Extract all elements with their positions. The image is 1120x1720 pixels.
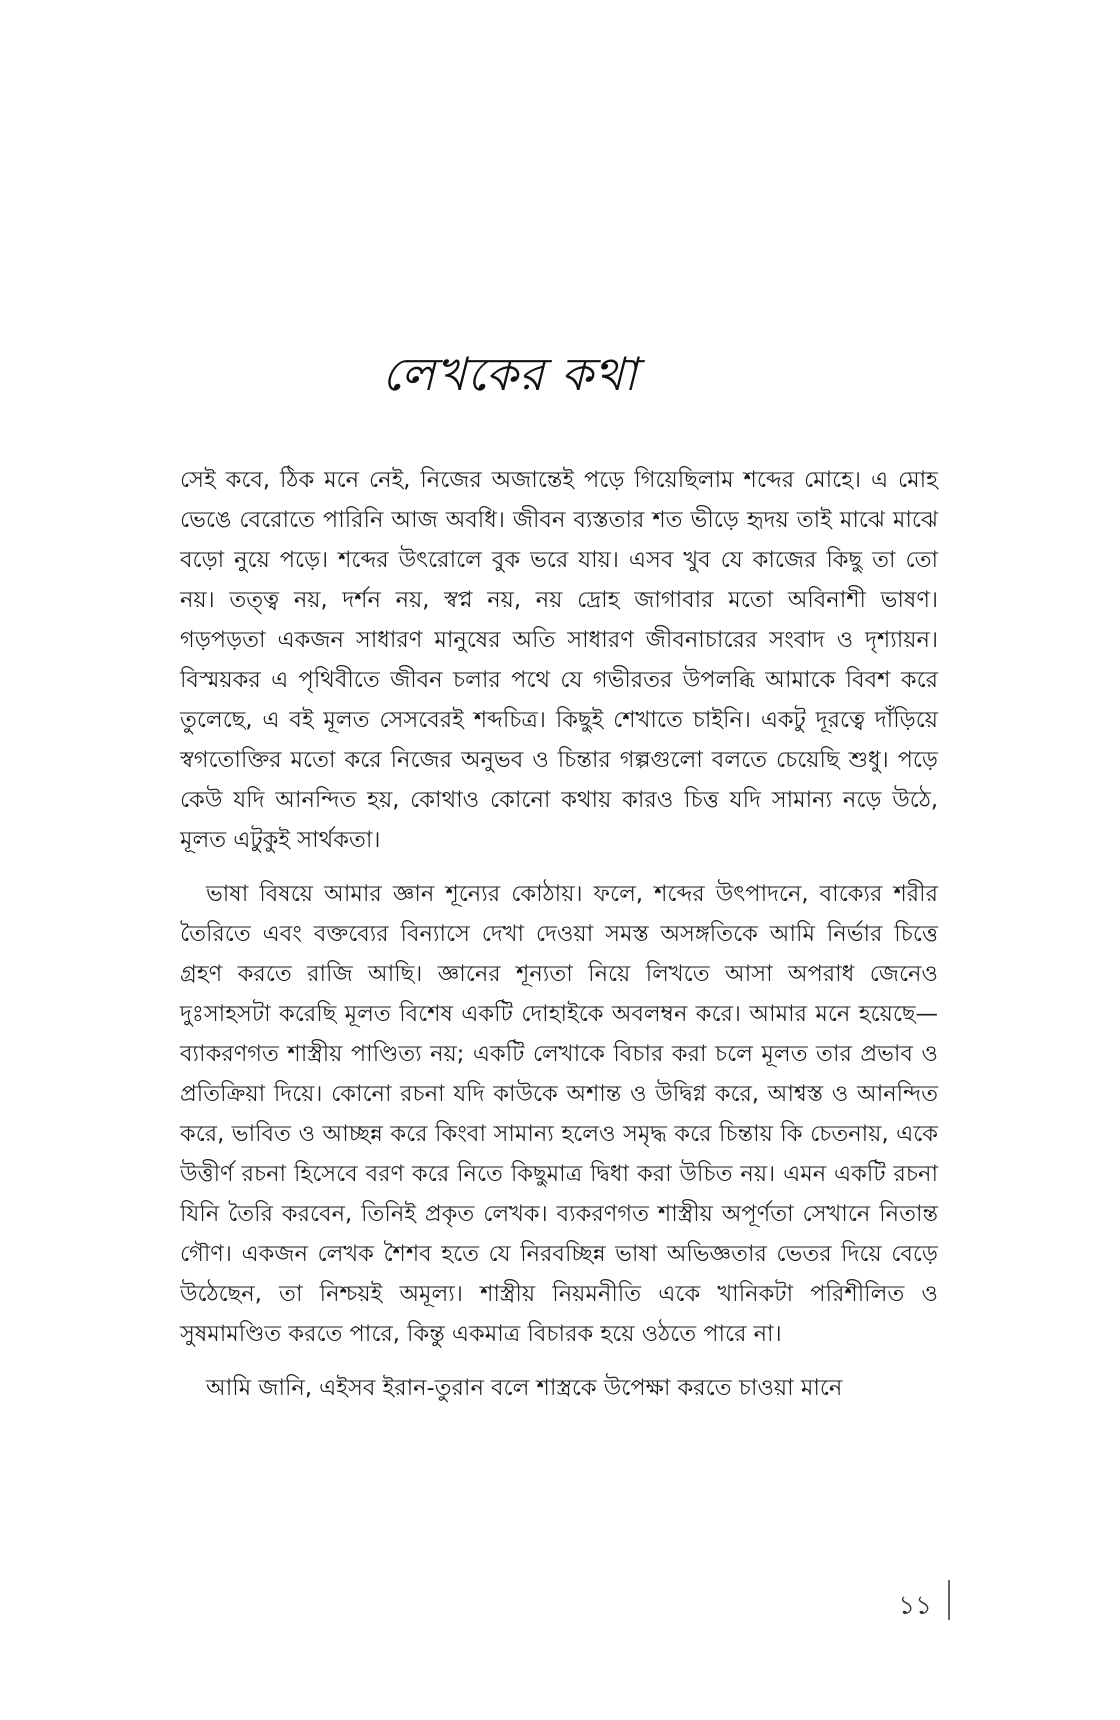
paragraph-1: সেই কবে, ঠিক মনে নেই, নিজের অজান্তেই পড়ে গিয়েছিলাম শব্দের মোহে। এ মোহ ভেঙে বেরোতে পারিনি আজ অবধি। জীবন ব্যস্ততার শত ভীড়ে হৃদয় তাই মাঝে মাঝে বড়ো নুয়ে পড়ে। শব্দের উৎরোলে বুক ভরে যায়। এসব খুব যে কাজের কিছু তা তো নয়। তত্ত্ব নয়, দর্শন নয়, স্বপ্ন নয়, নয় দ্রোহ জাগাবার মতো অবিনাশী ভাষণ। গড়পড়তা একজন সাধারণ মানুষের অতি সাধারণ জীবনাচারের সংবাদ ও দৃশ্যায়ন। বিস্ময়কর এ পৃথিবীতে জীবন চলার পথে যে গভীরতর উপলব্ধি আমাকে বিবশ করে তুলেছে, এ বই মূলত সেসবেরই শব্দচিত্র। কিছুই শেখাতে চাইনি। একটু দূরত্বে দাঁড়িয়ে স্বগতোক্তির মতো করে নিজের অনুভব ও চিন্তার গল্পগুলো বলতে চেয়েছি শুধু। পড়ে কেউ যদি আনন্দিত হয়, কোথাও কোনো কথায় কারও চিত্ত যদি সামান্য নড়ে উঠে, মূলত এটুকুই সার্থকতা। [180, 467, 938, 853]
body-text [180, 460, 938, 1422]
paragraph-3: আমি জানি, এইসব ইরান-তুরান বলে শাস্ত্রকে উপেক্ষা করতে চাওয়া মানে [206, 1375, 843, 1401]
chapter-title: লেখকের কথা [381, 347, 639, 401]
paragraph-2: ভাষা বিষয়ে আমার জ্ঞান শূন্যের কোঠায়। ফলে, শব্দের উৎপাদনে, বাক্যের শরীর তৈরিতে এবং বক্তব্যের বিন্যাসে দেখা দেওয়া সমস্ত অসঙ্গতিকে আমি নির্ভার চিত্তে গ্রহণ করতে রাজি আছি। জ্ঞানের শূন্যতা নিয়ে লিখতে আসা অপরাধ জেনেও দুঃসাহসটা করেছি মূলত বিশেষ একটি দোহাইকে অবলম্বন করে। আমার মনে হয়েছে—ব্যাকরণগত শাস্ত্রীয় পাণ্ডিত্য নয়; একটি লেখাকে বিচার করা চলে মূলত তার প্রভাব ও প্রতিক্রিয়া দিয়ে। কোনো রচনা যদি কাউকে অশান্ত ও উদ্বিগ্ন করে, আশ্বস্ত ও আনন্দিত করে, ভাবিত ও আচ্ছন্ন করে কিংবা সামান্য হলেও সমৃদ্ধ করে চিন্তায় কি চেতনায়, একে উত্তীর্ণ রচনা হিসেবে বরণ করে নিতে কিছুমাত্র দ্বিধা করা উচিত নয়। এমন একটি রচনা যিনি তৈরি করবেন, তিনিই প্রকৃত লেখক। ব্যকরণগত শাস্ত্রীয় অপূর্ণতা সেখানে নিতান্ত গৌণ। একজন লেখক শৈশব হতে যে নিরবচ্ছিন্ন ভাষা অভিজ্ঞতার ভেতর দিয়ে বেড়ে উঠেছেন, তা নিশ্চয়ই অমূল্য। শাস্ত্রীয় নিয়মনীতি একে খানিকটা পরিশীলিত ও সুষমামণ্ডিত করতে পারে, কিন্তু একমাত্র বিচারক হয়ে ওঠতে পারে না। [180, 881, 938, 1347]
page-number-divider [948, 1580, 950, 1620]
page-number: ১১ [898, 1591, 932, 1621]
